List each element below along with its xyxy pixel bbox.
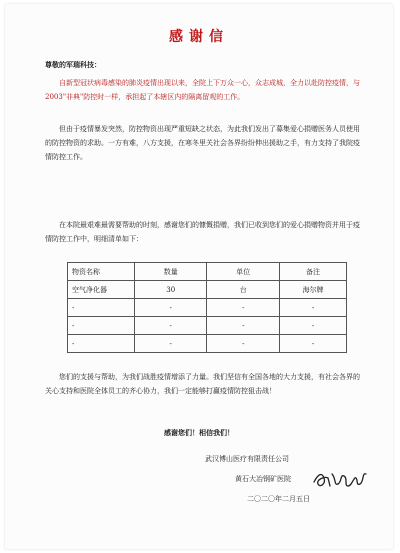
table-header-row	[68, 263, 347, 281]
header-unit: 单位	[207, 263, 280, 281]
cell-quantity: -	[134, 335, 207, 353]
cell-goods-name: -	[68, 317, 135, 335]
cell-quantity: -	[134, 317, 207, 335]
signature-date: 二〇二〇年二月五日	[247, 495, 310, 503]
table-row	[68, 299, 347, 317]
paragraph-3-text: 在本院最艰难最需要帮助的时刻，感谢您们的慷慨捐赠，我们已收到您们的爱心捐赠物资并用于疫情防控工作中，明细清单如下：	[45, 221, 360, 243]
signature-hospital: 黄石大冶钢矿医院	[235, 475, 291, 483]
cell-quantity: 30	[134, 281, 207, 299]
cell-note: -	[280, 317, 347, 335]
header-note: 备注	[280, 263, 347, 281]
cell-unit: -	[207, 335, 280, 353]
paragraph-2-text: 但由于疫情暴发突然，防控物资出现严重短缺之状态，为此我们发出了募集爱心捐赠医务人员使用的防控物资的求助。一方有难，八方支援，在寒冬里关社会各界纷纷伸出援助之手，有力支持了我院疫情防控工作。	[45, 125, 360, 161]
paragraph-2	[45, 122, 363, 164]
donation-table	[67, 262, 347, 353]
salutation: 尊敬的军瑞科技：	[45, 60, 101, 69]
paragraph-3	[45, 218, 363, 246]
paragraph-4	[45, 370, 363, 398]
cell-note: 海尔牌	[280, 281, 347, 299]
cell-quantity: -	[134, 299, 207, 317]
paragraph-4-text: 您们的支援与帮助，为我们战胜疫情增添了力量。我们坚信有全国各地的大力支援，有社会各界的关心支持和医院全体员工的齐心协力，我们一定能够打赢疫情防控狙击战！	[45, 373, 360, 395]
cell-unit: 台	[207, 281, 280, 299]
letter-page	[5, 4, 393, 549]
letter-title: 感谢信	[169, 29, 229, 45]
paragraph-1	[45, 76, 363, 104]
closing-thanks: 感谢您们！相信我们！	[164, 428, 234, 437]
signature-company: 武汉博山医疗有限责任公司	[205, 455, 289, 463]
cell-note: -	[280, 335, 347, 353]
table-row	[68, 317, 347, 335]
cell-goods-name: 空气净化器	[68, 281, 135, 299]
header-quantity: 数量	[134, 263, 207, 281]
handwritten-signature-icon	[310, 464, 370, 494]
table-row	[68, 281, 347, 299]
cell-note: -	[280, 299, 347, 317]
cell-unit: -	[207, 317, 280, 335]
cell-unit: -	[207, 299, 280, 317]
table-row	[68, 335, 347, 353]
header-goods-name: 物资名称	[68, 263, 135, 281]
paragraph-1-text: 自新型冠状病毒感染的肺炎疫情出现以来，全院上下万众一心，众志成城，全力以赴防控疫情，与2003"非典"防控时一样，承担起了本辖区内的隔离留观的工作。	[45, 79, 360, 101]
cell-goods-name: -	[68, 299, 135, 317]
cell-goods-name: -	[68, 335, 135, 353]
